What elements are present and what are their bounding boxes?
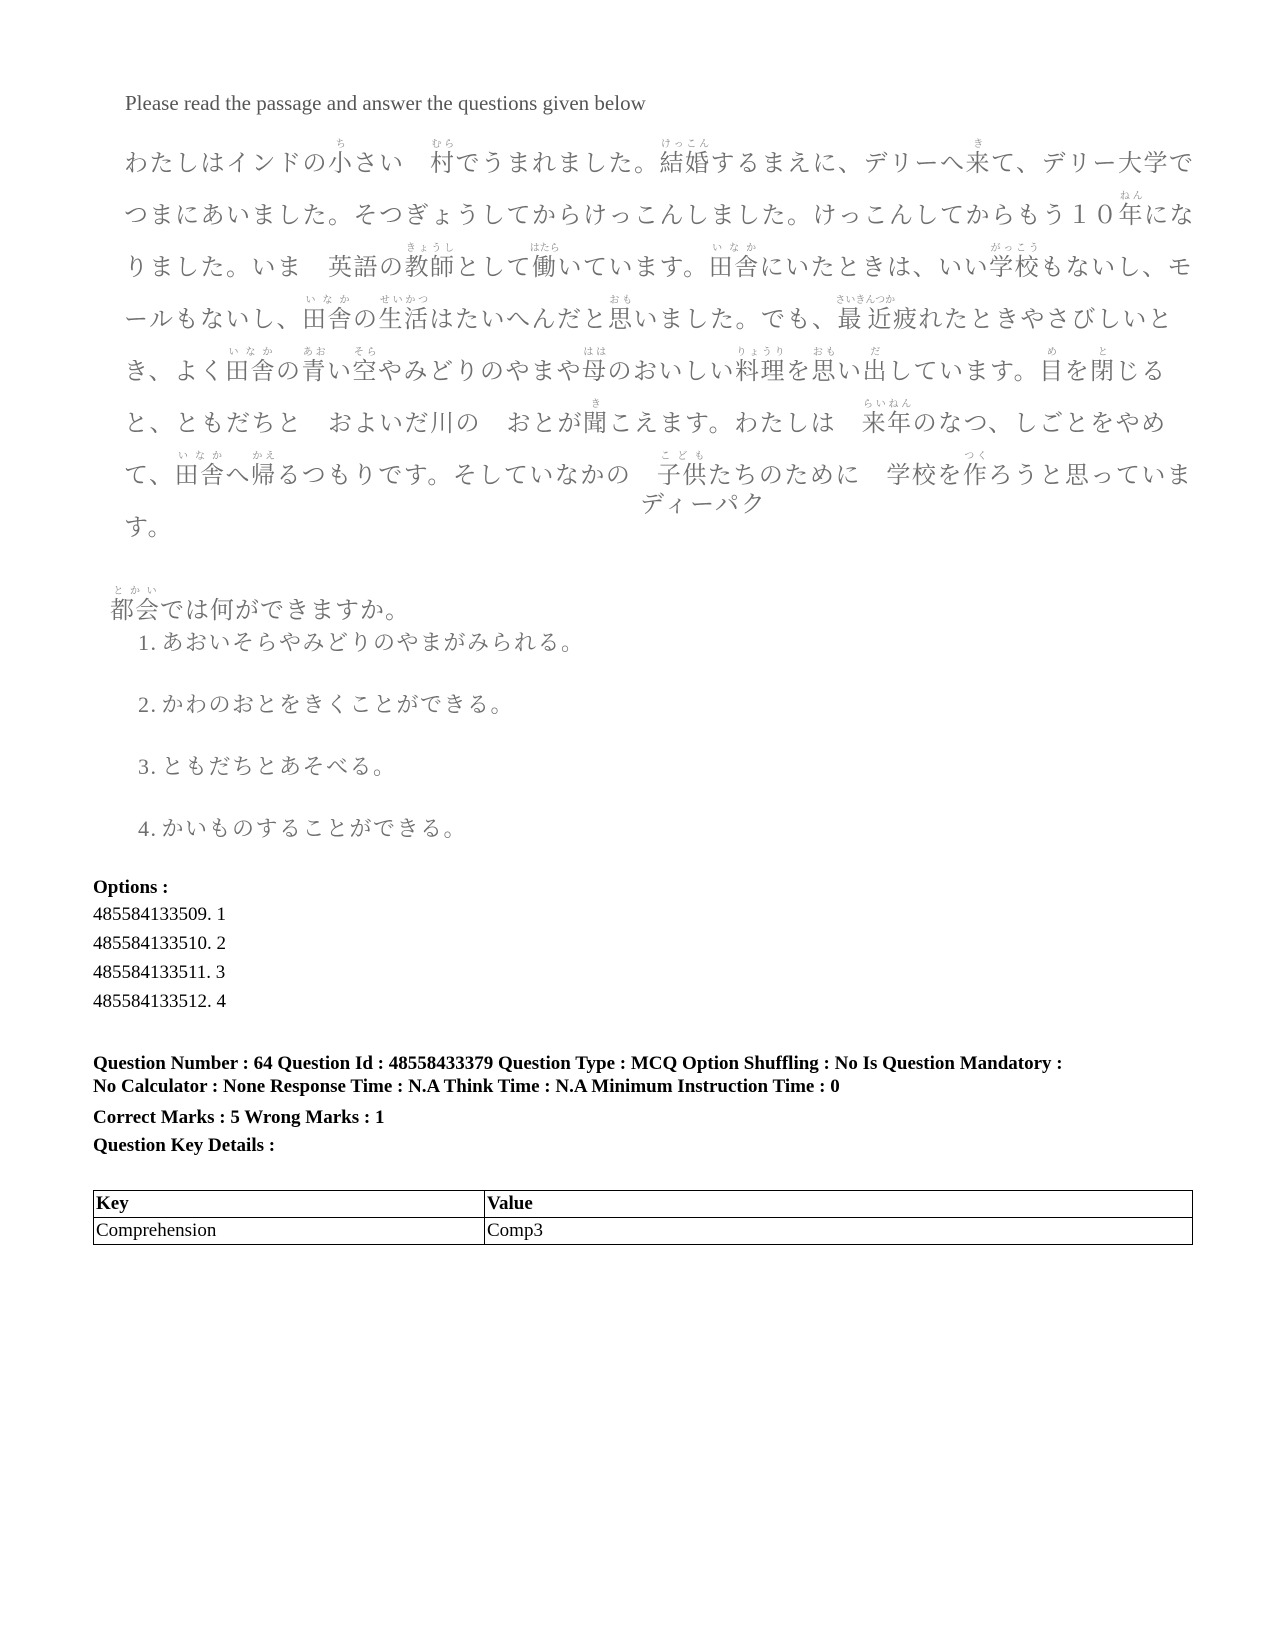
passage-line xyxy=(124,128,1195,184)
furigana-word: 子供こども xyxy=(656,451,708,489)
passage-fragment: では何ができますか。 xyxy=(160,596,410,624)
passage-fragment: わたしはインドの xyxy=(124,149,328,177)
furigana-word: 母はは xyxy=(582,347,608,385)
choice-text: ともだちとあそべる。 xyxy=(161,755,397,780)
passage-fragment: と、ともだちと およいだ川の おとが xyxy=(124,409,583,437)
passage-fragment: にな xyxy=(1144,201,1195,229)
option-item: 485584133509. 1 xyxy=(93,904,226,925)
passage-fragment: を xyxy=(786,357,812,385)
passage-line xyxy=(124,184,1195,236)
passage-fragment: い xyxy=(837,357,863,385)
furigana-reading: がっこう xyxy=(989,243,1041,254)
options-heading: Options : xyxy=(93,877,169,898)
table-cell-value: Comp3 xyxy=(485,1218,1193,1245)
passage-fragment: いています。 xyxy=(557,253,709,281)
furigana-word: 思おも xyxy=(811,347,838,385)
furigana-reading: さいきんつか xyxy=(835,295,896,306)
choice-text: あおいそらやみどりのやまがみられる。 xyxy=(161,631,585,656)
furigana-word: 田舎いなか xyxy=(708,243,760,281)
furigana-reading: おも xyxy=(608,295,634,306)
passage-line xyxy=(124,392,1167,444)
passage-fragment: やみどりのやまや xyxy=(378,357,583,385)
furigana-reading: つく xyxy=(962,451,989,462)
furigana-word: 働はたら xyxy=(529,243,560,281)
furigana-word: 聞き xyxy=(583,399,609,437)
passage-line xyxy=(124,444,1193,496)
furigana-word: 来年らいねん xyxy=(861,399,913,437)
passage-fragment: の xyxy=(353,305,379,333)
option-item: 485584133511. 3 xyxy=(93,962,226,983)
furigana-word: 空そら xyxy=(352,347,379,385)
furigana-word: 結婚けっこん xyxy=(659,139,711,177)
question-meta xyxy=(93,1052,1063,1098)
passage-fragment: たちのために 学校を xyxy=(707,461,963,489)
furigana-word: 学校がっこう xyxy=(989,243,1041,281)
table-header-value: Value xyxy=(485,1191,1193,1218)
furigana-reading: かえ xyxy=(251,451,277,462)
furigana-reading: ち xyxy=(328,139,354,150)
furigana-reading: けっこん xyxy=(659,139,711,150)
passage-fragment: しています。 xyxy=(888,357,1040,385)
table-header-key: Key xyxy=(94,1191,485,1218)
passage-fragment: いました。でも、 xyxy=(633,305,838,333)
passage-fragment: りました。いま xyxy=(124,253,328,281)
furigana-reading: きょうし xyxy=(404,243,456,254)
furigana-word: 田舎いなか xyxy=(225,347,277,385)
furigana-word: 青あお xyxy=(301,347,328,385)
question-meta-line: Question Number : 64 Question Id : 48558433379 Question Type : MCQ Option Shuffling : No Is Question Mandatory : xyxy=(93,1053,1063,1074)
furigana-reading: き xyxy=(965,139,991,150)
passage-fragment: き、よく xyxy=(124,357,226,385)
passage-fragment: す。 xyxy=(124,513,174,541)
options-list xyxy=(93,900,226,1016)
passage-line xyxy=(124,236,1194,288)
choice-text: かいものすることができる。 xyxy=(161,817,468,842)
table-header-row xyxy=(94,1191,1193,1218)
furigana-reading: いなか xyxy=(225,347,277,358)
furigana-word: 思おも xyxy=(608,295,634,333)
furigana-reading: だ xyxy=(862,347,889,358)
passage-fragment: するまえに、デリーへ xyxy=(710,149,966,177)
passage-fragment: さい xyxy=(353,149,430,177)
passage-fragment: こえます。わたしは xyxy=(608,409,862,437)
furigana-reading: はたら xyxy=(529,243,560,254)
furigana-word: 帰かえ xyxy=(251,451,277,489)
furigana-word: 田舎いなか xyxy=(174,451,226,489)
furigana-reading: いなか xyxy=(708,243,760,254)
passage-fragment: るつもりです。そしていなかの xyxy=(276,461,657,489)
choice-number: 4. xyxy=(138,816,158,841)
passage-fragment: て、 xyxy=(124,461,175,489)
furigana-reading: りょうり xyxy=(735,347,787,358)
furigana-word: 閉と xyxy=(1090,347,1116,385)
passage-fragment: を xyxy=(1064,357,1091,385)
furigana-reading: らいねん xyxy=(861,399,913,410)
furigana-word: 目め xyxy=(1039,347,1065,385)
passage-fragment: でうまれました。 xyxy=(455,149,660,177)
passage-fragment: のなつ、しごとをやめ xyxy=(912,409,1167,437)
furigana-word: 作つく xyxy=(962,451,989,489)
passage-line xyxy=(124,288,1174,340)
furigana-reading: め xyxy=(1039,347,1065,358)
choice-text: かわのおとをきくことができる。 xyxy=(161,693,515,718)
choice-item xyxy=(138,626,585,657)
choice-item xyxy=(138,812,467,843)
passage-line xyxy=(124,496,1154,548)
passage-fragment: い xyxy=(327,357,353,385)
furigana-reading: き xyxy=(583,399,609,410)
furigana-reading: むら xyxy=(430,139,456,150)
choice-number: 2. xyxy=(138,692,158,717)
furigana-reading: ねん xyxy=(1118,191,1144,202)
furigana-reading: あお xyxy=(301,347,328,358)
key-details-heading: Question Key Details : xyxy=(93,1135,276,1156)
furigana-reading: と xyxy=(1090,347,1116,358)
furigana-word: 生活せいかつ xyxy=(378,295,430,333)
choice-item xyxy=(138,750,397,781)
marks-info: Correct Marks : 5 Wrong Marks : 1 xyxy=(93,1107,385,1128)
furigana-word: 都会とかい xyxy=(110,586,160,624)
choice-number: 3. xyxy=(138,754,158,779)
furigana-reading: そら xyxy=(352,347,379,358)
furigana-reading: はは xyxy=(582,347,608,358)
furigana-reading: せいかつ xyxy=(378,295,430,306)
passage-fragment: 疲れたときやさびしいと xyxy=(892,305,1174,333)
furigana-word: 来き xyxy=(965,139,991,177)
passage-fragment: 英語の xyxy=(328,253,405,281)
furigana-word: 出だ xyxy=(862,347,889,385)
question-meta-line: No Calculator : None Response Time : N.A Think Time : N.A Minimum Instruction Time : 0 xyxy=(93,1076,840,1097)
table-cell-key: Comprehension xyxy=(94,1218,485,1245)
furigana-reading: おも xyxy=(811,347,838,358)
passage-fragment: ールもないし、 xyxy=(124,305,303,333)
passage-fragment: はたいへんだと xyxy=(429,305,609,333)
furigana-word: 小ち xyxy=(328,139,354,177)
furigana-word: 村むら xyxy=(430,139,456,177)
passage-text xyxy=(124,128,1195,548)
furigana-reading: いなか xyxy=(174,451,226,462)
furigana-reading: とかい xyxy=(110,586,160,597)
passage-heading: Please read the passage and answer the questions given below xyxy=(125,91,646,115)
furigana-word: 教師きょうし xyxy=(404,243,456,281)
option-item: 485584133510. 2 xyxy=(93,933,226,954)
question-text xyxy=(110,586,410,625)
choice-item xyxy=(138,688,514,719)
furigana-reading: こども xyxy=(656,451,708,462)
passage-fragment: つまにあいました。そつぎょうしてからけっこんしました。けっこんしてからもう１０ xyxy=(124,201,1119,229)
furigana-reading: いなか xyxy=(302,295,354,306)
furigana-word: 田舎いなか xyxy=(302,295,354,333)
furigana-word: 最近さいきんつか xyxy=(835,295,896,333)
key-details-table xyxy=(93,1190,1193,1245)
option-item: 485584133512. 4 xyxy=(93,991,226,1012)
passage-line xyxy=(124,340,1167,392)
passage-fragment: もないし、モ xyxy=(1040,253,1194,281)
passage-fragment: の xyxy=(276,357,302,385)
table-row xyxy=(94,1218,1193,1245)
passage-fragment: じる xyxy=(1115,357,1167,385)
furigana-word: 料理りょうり xyxy=(735,347,787,385)
passage-fragment: ろうと思っていま xyxy=(988,461,1193,489)
passage-fragment: として xyxy=(455,253,532,281)
passage-author: ディーパク xyxy=(640,490,767,518)
passage-fragment: のおいしい xyxy=(607,357,736,385)
passage-fragment: にいたときは、いい xyxy=(759,253,990,281)
passage-fragment: へ xyxy=(225,461,252,489)
passage-fragment: て、デリー大学で xyxy=(991,149,1195,177)
furigana-word: 年ねん xyxy=(1118,191,1144,229)
choice-number: 1. xyxy=(138,630,158,655)
